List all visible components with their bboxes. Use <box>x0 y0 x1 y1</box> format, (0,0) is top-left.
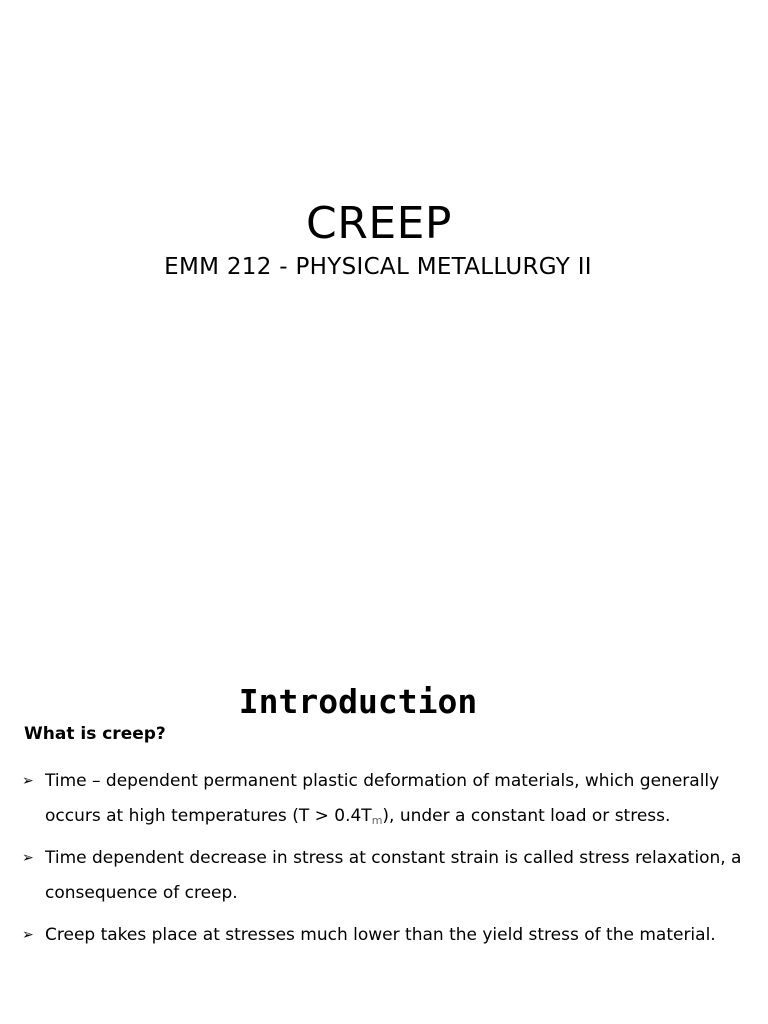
section-heading: Introduction <box>238 682 478 721</box>
bullet-text: Time dependent decrease in stress at constant strain is called stress relaxation, a consequence of creep. <box>45 848 742 903</box>
bullet-text-start: Time – dependent permanent plastic deformation of materials, which generally occurs at high temperatures (T > 0.4T <box>45 771 720 826</box>
course-subtitle: EMM 212 - PHYSICAL METALLURGY II <box>164 254 592 280</box>
bullet-item-2 <box>22 841 742 910</box>
arrow-bullet-icon: ➢ <box>22 850 34 866</box>
arrow-bullet-icon: ➢ <box>22 773 34 789</box>
slide-title: CREEP <box>306 198 452 249</box>
melting-temp-subscript: m <box>371 813 383 827</box>
arrow-bullet-icon: ➢ <box>22 927 34 943</box>
introduction-slide <box>0 640 768 1024</box>
bullet-item-3 <box>22 918 742 953</box>
bullet-text-end: ), under a constant load or stress. <box>382 805 671 826</box>
bullet-list <box>22 764 742 961</box>
bullet-item-1 <box>22 764 742 833</box>
bullet-text: Creep takes place at stresses much lower than the yield stress of the material. <box>45 925 716 945</box>
question-label: What is creep? <box>24 724 166 744</box>
